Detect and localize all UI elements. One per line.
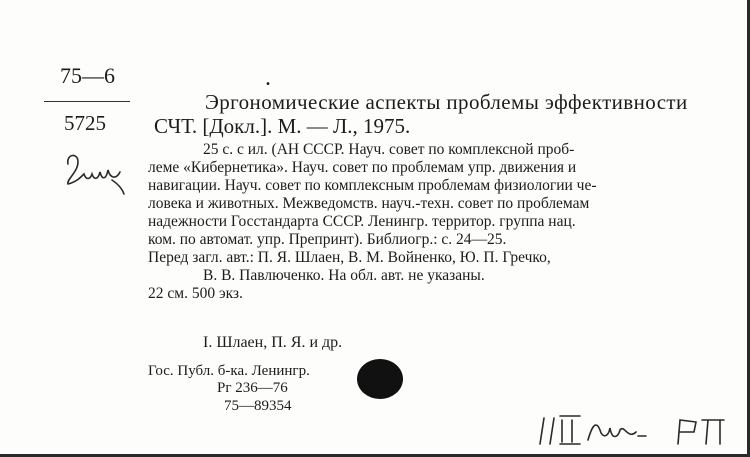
title-line-2: СЧТ. [Докл.]. М. — Л., 1975. xyxy=(154,114,411,138)
body-line: Перед загл. авт.: П. Я. Шлаен, В. М. Войненко, Ю. П. Гречко, xyxy=(148,249,551,266)
body-line: 22 см. 500 экз. xyxy=(148,285,243,302)
ink-stamp-blot xyxy=(357,359,403,399)
call-number-bottom: 5725 xyxy=(64,111,106,135)
handwritten-mark-right xyxy=(536,410,736,450)
call-number-top: 75—6 xyxy=(60,63,115,88)
stray-mark: . xyxy=(265,65,271,91)
title-line-1: Эргономические аспекты проблемы эффективности xyxy=(205,90,688,114)
library-name: Гос. Публ. б-ка. Ленингр. xyxy=(148,363,310,379)
body-line: навигации. Науч. совет по комплексным проблемам физиологии че- xyxy=(148,177,597,194)
accession-number: 75—89354 xyxy=(224,398,292,414)
body-line: 25 с. с ил. (АН СССР. Науч. совет по комплексной проб- xyxy=(203,141,575,158)
registration-code: Рг 236—76 xyxy=(217,380,288,396)
call-number-rule xyxy=(44,101,130,102)
body-line: ком. по автомат. упр. Препринт). Библиогр.: с. 24—25. xyxy=(148,231,507,248)
body-line: В. В. Павлюченко. На обл. авт. не указаны. xyxy=(203,267,485,284)
handwritten-annotation-left xyxy=(62,150,132,196)
body-line: ловека и животных. Межведомств. науч.-техн. совет по проблемам xyxy=(148,195,590,212)
tracing-entry: I. Шлаен, П. Я. и др. xyxy=(203,334,343,351)
body-line: надежности Госстандарта СССР. Ленингр. территор. группа нац. xyxy=(148,213,576,230)
body-line: леме «Кибернетика». Науч. совет по проблемам упр. движения и xyxy=(148,159,577,176)
